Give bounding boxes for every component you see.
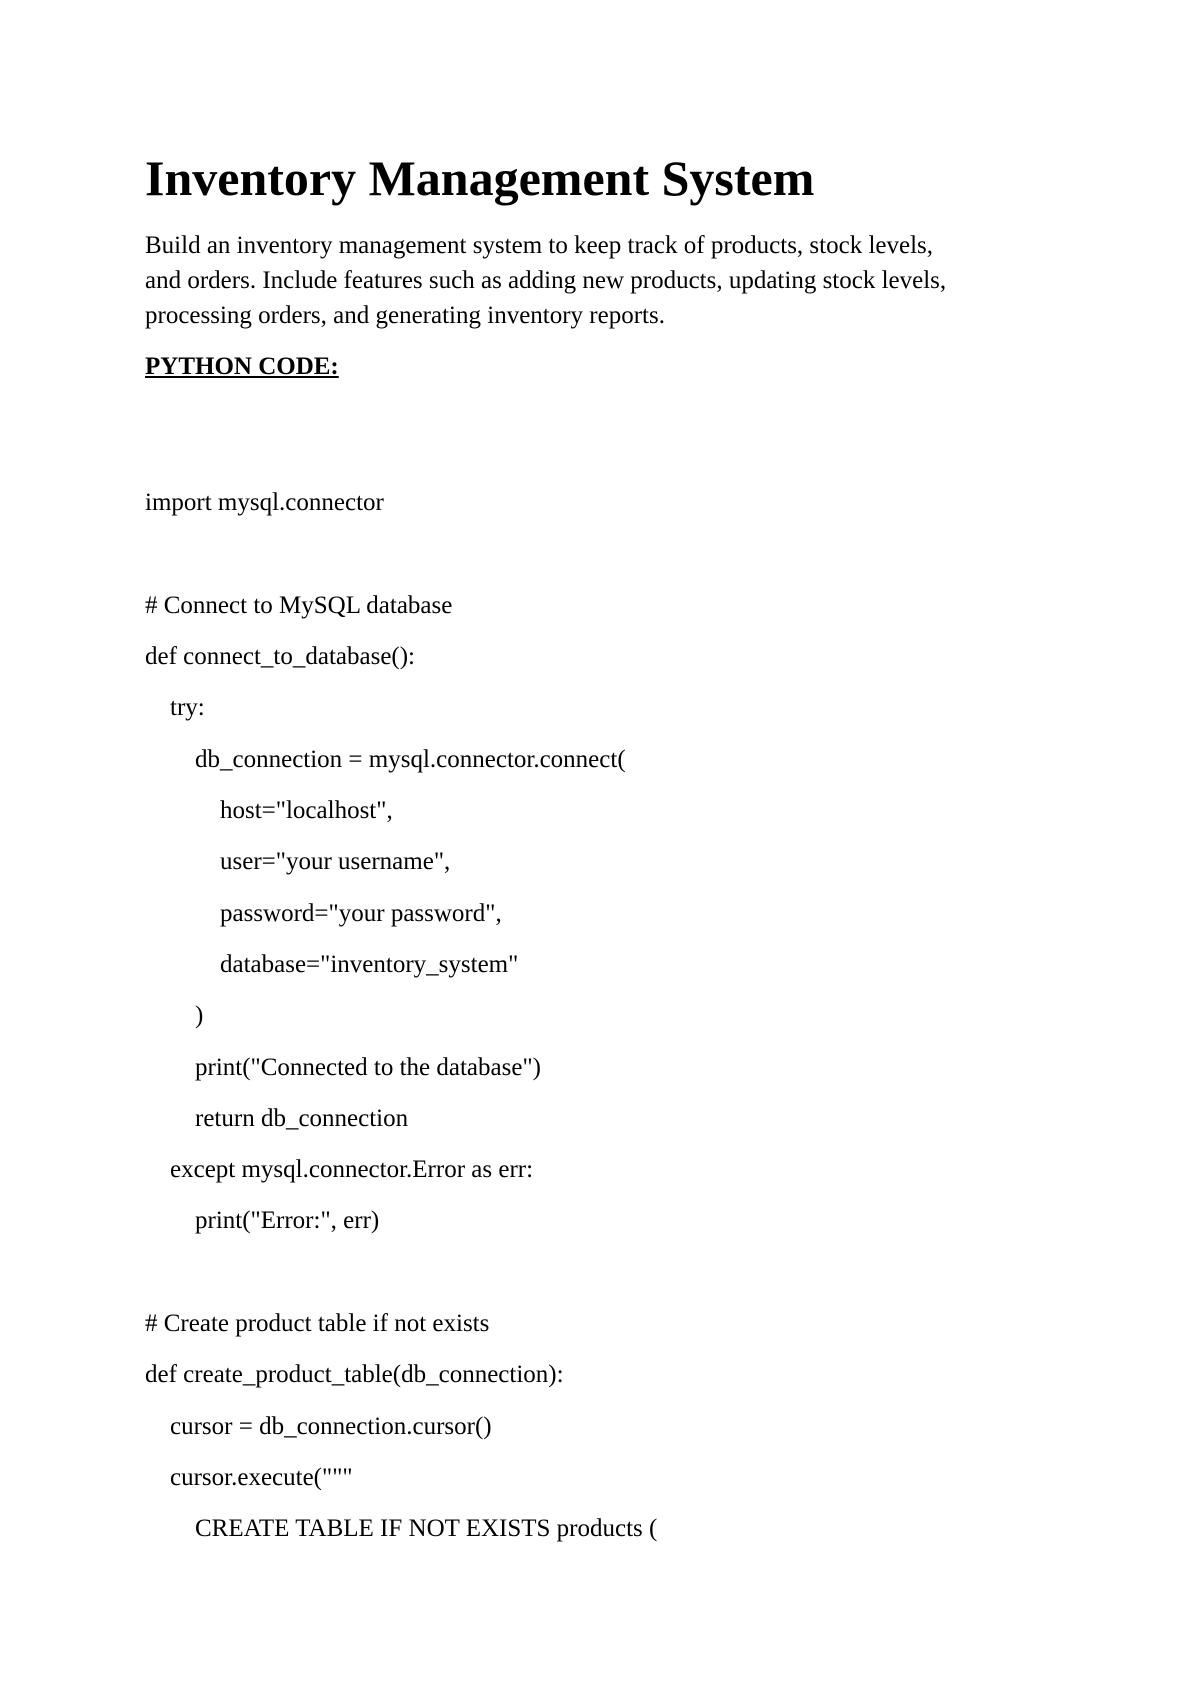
- code-line: def connect_to_database():: [145, 643, 416, 671]
- code-line: db_connection = mysql.connector.connect(: [145, 745, 626, 773]
- code-line: host="localhost",: [145, 797, 393, 825]
- code-line: import mysql.connector: [145, 489, 384, 517]
- python-code-heading: PYTHON CODE:: [145, 353, 339, 380]
- code-line: [145, 426, 657, 477]
- document-title: Inventory Management System: [145, 150, 815, 206]
- code-line: except mysql.connector.Error as err:: [145, 1156, 534, 1184]
- code-line: cursor = db_connection.cursor(): [145, 1412, 492, 1440]
- code-block: [145, 426, 657, 1555]
- code-line: # Connect to MySQL database: [145, 591, 453, 619]
- code-line: print("Error:", err): [145, 1207, 380, 1235]
- code-line: return db_connection: [145, 1104, 409, 1132]
- code-line: ): [145, 1002, 204, 1030]
- code-line: # Create product table if not exists: [145, 1310, 490, 1338]
- description-line: processing orders, and generating inventory reports.: [145, 302, 665, 329]
- code-line: CREATE TABLE IF NOT EXISTS products (: [145, 1515, 658, 1543]
- code-line: user="your username",: [145, 848, 451, 876]
- description-paragraph: [145, 228, 1065, 333]
- code-line: password="your password",: [145, 899, 502, 927]
- description-line: and orders. Include features such as adding new products, updating stock levels,: [145, 267, 947, 294]
- code-line: [145, 529, 657, 580]
- description-line: Build an inventory management system to keep track of products, stock levels,: [145, 232, 934, 259]
- code-line: print("Connected to the database"): [145, 1053, 541, 1081]
- code-line: cursor.execute(""": [145, 1463, 353, 1491]
- code-line: database="inventory_system": [145, 950, 519, 978]
- code-line: def create_product_table(db_connection):: [145, 1361, 564, 1389]
- code-line: [145, 1247, 657, 1298]
- code-line: try:: [145, 694, 205, 722]
